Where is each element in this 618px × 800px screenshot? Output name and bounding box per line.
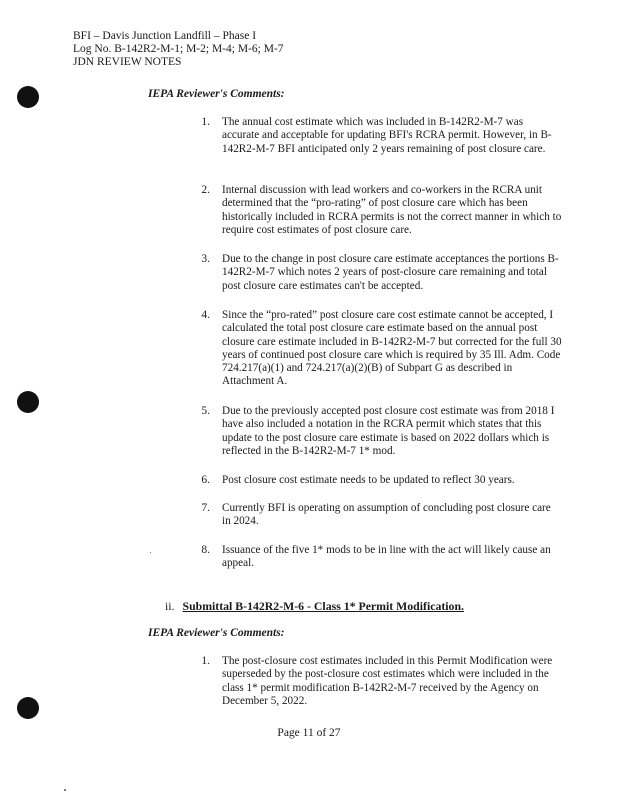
list-item-number: 7. [201,502,210,514]
list-item-number: 6. [201,474,210,486]
list-item-text: Due to the previously accepted post closure cost estimate was from 2018 I have also included a notation in the RCRA permit which states that this update to the post closure care estimate is based on 2022 dollars which is reflected in the B-142R2-M-7 1* mod. [222,405,555,457]
document-header [73,30,284,69]
section-numeral: ii. [165,599,175,613]
header-project-line: BFI – Davis Junction Landfill – Phase I [73,30,257,42]
list-item-text: Due to the change in post closure care estimate acceptances the portions B-142R2-M-7 which notes 2 years of post-closure care remaining and total post closure care estimates can't be accepted. [222,253,559,292]
list-item-number: 2. [201,184,210,196]
header-notes-title: JDN REVIEW NOTES [73,56,182,68]
reviewer-comments-heading: IEPA Reviewer's Comments: [148,88,285,100]
section-title: Submittal B-142R2-M-6 - Class 1* Permit Modification. [182,599,464,613]
page-number: Page 11 of 27 [277,727,341,739]
list-item-text: The annual cost estimate which was included in B-142R2-M-7 was accurate and acceptable for updating BFI's RCRA permit. However, in B-142R2-M-7 BFI anticipated only 2 years remaining of post closure care. [222,116,552,155]
binder-hole [17,391,39,413]
list-item-number: 1. [201,116,210,128]
section-heading [165,599,464,614]
binder-hole [17,86,39,108]
binder-hole [17,697,39,719]
list-item-text: The post-closure cost estimates included in this Permit Modification were superseded by the post-closure cost estimates which were included in the class 1* permit modification B-142R2-M-7 received by the Agency on December 5, 2022. [222,655,553,707]
list-item-text: Currently BFI is operating on assumption of concluding post closure care in 2024. [222,502,551,528]
list-item-number: 4. [201,309,210,321]
list-item-number: 3. [201,253,210,265]
scan-speck [150,552,151,553]
list-item-text: Since the “pro-rated” post closure care cost estimate cannot be accepted, I calculated the total post closure care estimate based on the annual post closure care estimate included in B-142R2-M-7 but corrected for the full 30 years of continued post closure care which is required by 35 Ill. Adm. Code 724.217(a)(1) and 724.217(a)(2)(B) of Subpart G as described in Attachment A. [222,309,562,388]
list-item-text: Post closure cost estimate needs to be updated to reflect 30 years. [222,474,515,486]
list-item-text: Internal discussion with lead workers and co-workers in the RCRA unit determined that the “pro-rating” of post closure care which has been historically included in RCRA permits is not the correct manner in which to require cost estimates of post closure care. [222,184,562,236]
list-item-number: 5. [201,405,210,417]
scan-speck [64,789,66,791]
reviewer-comments-heading: IEPA Reviewer's Comments: [148,627,285,639]
header-log-number-line: Log No. B-142R2-M-1; M-2; M-4; M-6; M-7 [73,43,284,55]
list-item-number: 1. [201,655,210,667]
list-item-number: 8. [201,544,210,556]
list-item-text: Issuance of the five 1* mods to be in line with the act will likely cause an appeal. [222,544,551,570]
